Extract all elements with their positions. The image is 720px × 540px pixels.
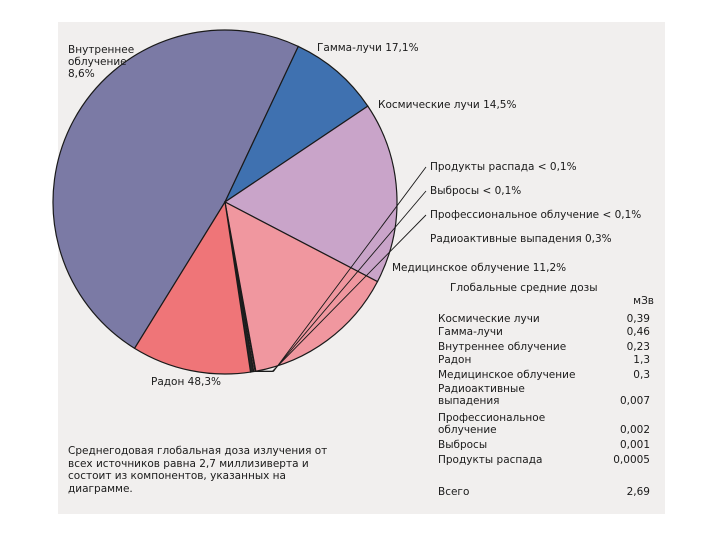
row-name: Всего	[438, 486, 470, 498]
table-row	[438, 313, 650, 325]
row-value: 0,0005	[613, 454, 650, 466]
table-row	[438, 369, 650, 381]
table-row	[438, 354, 650, 366]
row-name: Внутреннее облучение	[438, 341, 567, 353]
table-row	[438, 439, 650, 451]
label-emissions: Выбросы < 0,1%	[430, 185, 522, 197]
row-name: Профессиональное облучение	[438, 412, 546, 436]
table-row	[438, 412, 650, 436]
dose-table-unit: мЗв	[633, 295, 654, 307]
row-name: Продукты распада	[438, 454, 543, 466]
table-row	[438, 454, 650, 466]
table-row	[438, 341, 650, 353]
row-value: 1,3	[633, 354, 650, 366]
label-occupational: Профессиональное облучение < 0,1%	[430, 209, 642, 221]
row-value: 0,3	[633, 369, 650, 381]
table-row	[438, 383, 650, 407]
label-cosmic: Космические лучи 14,5%	[378, 99, 517, 111]
table-row-total	[438, 486, 650, 498]
row-value: 0,23	[626, 341, 650, 353]
row-value: 0,001	[619, 439, 650, 451]
row-value: 0,002	[619, 424, 650, 436]
row-name: Радон	[438, 354, 472, 366]
footnote: Среднегодовая глобальная доза излучения от всех источников равна 2,7 миллизиверта и состоит из компонентов, указанных на диаграмме.	[68, 445, 328, 495]
row-name: Медицинское облучение	[438, 369, 576, 381]
row-name: Радиоактивные выпадения	[438, 383, 525, 407]
label-decay: Продукты распада < 0,1%	[430, 161, 577, 173]
row-value: 0,39	[626, 313, 650, 325]
row-name: Гамма-лучи	[438, 326, 503, 338]
row-value: 2,69	[626, 486, 650, 498]
row-value: 0,007	[619, 395, 650, 407]
label-fallout: Радиоактивные выпадения 0,3%	[430, 233, 612, 245]
label-internal: Внутреннее облучение 8,6%	[68, 44, 135, 80]
table-row	[438, 326, 650, 338]
label-radon: Радон 48,3%	[151, 376, 222, 388]
dose-table-title: Глобальные средние дозы	[450, 282, 598, 294]
row-name: Выбросы	[438, 439, 488, 451]
row-value: 0,46	[626, 326, 650, 338]
label-medical: Медицинское облучение 11,2%	[392, 262, 567, 274]
label-gamma: Гамма-лучи 17,1%	[317, 42, 419, 54]
row-name: Космические лучи	[438, 313, 540, 325]
